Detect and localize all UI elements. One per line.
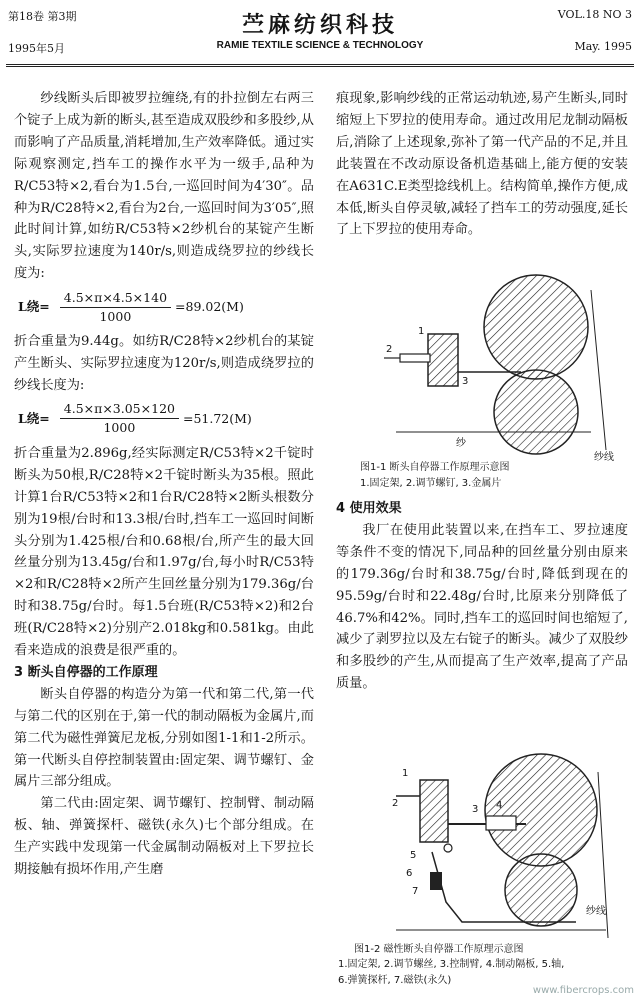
section-heading-4: 4 使用效果 <box>336 501 402 516</box>
figure-1-2-legend-line1: 1.固定架, 2.调节螺丝, 3.控制臂, 4.制动隔板, 5.轴, <box>338 959 565 970</box>
figure-1-2-drawing <box>336 752 628 940</box>
figure-1-1 <box>336 272 628 462</box>
fraction <box>60 400 179 437</box>
formula-1 <box>18 285 314 329</box>
figure-1-1-drawing <box>336 272 628 462</box>
paragraph: 第二代由:固定架、调节螺钉、控制臂、制动隔板、轴、弹簧探杆、磁铁(永久)七个部分组成。在生产实践中发现第一代金属制动隔板对上下罗拉长期接触有损坏作用,产生磨 <box>14 796 314 878</box>
fig2-label-6: 6 <box>406 868 413 879</box>
fig2-label-3: 3 <box>472 804 479 815</box>
adjust-screw <box>400 354 430 362</box>
fixed-frame <box>420 780 448 842</box>
fixed-frame <box>428 334 458 386</box>
formula-label: L绕= <box>18 299 50 315</box>
journal-title-en: RAMIE TEXTILE SCIENCE & TECHNOLOGY <box>216 40 424 51</box>
yarn-line-2 <box>591 290 606 450</box>
formula-result: =51.72(M) <box>182 410 252 426</box>
paragraph: 我厂在使用此装置以来,在挡车工、罗拉速度等条件不变的情况下,同品种的回丝量分别由原来的179.36g/台时和38.75g/台时,降低到现在的95.59g/台时和22.48g/台时,比原来分别降低了46.7%和42%。同时,挡车工的巡回时间也缩短了,减少了剥罗拉以及左右锭子的断头。减少了双股纱和多股纱的产生,从而提高了生产效率,提高了产品质量。 <box>336 522 628 692</box>
issue-number: 第18卷 第3期 <box>8 10 77 23</box>
numerator: 4.5×π×4.5×140 <box>60 289 171 308</box>
right-column-top <box>336 88 628 241</box>
fig2-label-7: 7 <box>412 886 419 897</box>
fig2-label-yarn: 纱线 <box>586 906 606 917</box>
fig2-label-4: 4 <box>496 800 503 811</box>
fig1-label-yarn: 纱 <box>456 438 466 449</box>
numerator: 4.5×π×3.05×120 <box>60 400 179 419</box>
denominator: 1000 <box>103 420 136 436</box>
magnet <box>430 872 442 890</box>
upper-roller <box>484 275 588 379</box>
header-rule <box>6 64 634 67</box>
fig2-label-2: 2 <box>392 798 399 809</box>
axle <box>444 844 452 852</box>
volume-en: VOL.18 NO 3 <box>557 8 632 21</box>
lower-roller <box>494 370 578 454</box>
formula-label: L绕= <box>18 410 50 426</box>
fig2-label-5: 5 <box>410 850 417 861</box>
lower-roller <box>505 854 577 926</box>
right-column-middle <box>336 498 628 695</box>
figure-1-2-legend-line2: 6.弹簧探杆, 7.磁铁(永久) <box>338 975 452 986</box>
section-heading-3: 3 断头自停器的工作原理 <box>14 664 158 680</box>
fig1-label-2: 2 <box>386 344 393 355</box>
paragraph: 折合重量为9.44g。如纺R/C28特×2纱机台的某锭产生断头、实际罗拉速度为120r/s,则造成绕罗拉的纱线长度为: <box>14 334 314 393</box>
figure-1-2 <box>336 752 628 940</box>
paragraph: 纱线断头后即被罗拉缠绕,有的扑拉倒左右两三个锭子上成为新的断头,甚至造成双股纱和多股纱,从而影响了产品质量,消耗增加,生产效率降低。通过实际观察测定,挡车工的操作水平为一级手,品种为R/C53特×2,看台为1.5台,一巡回时间为4′30″。品种为R/C28特×2,看台为2台,一巡回时间为3′05″,照此时间计算,如纺R/C53特×2纱机台的某锭产生断头,实际罗拉速度为140r/s,则造成绕罗拉的纱线长度为: <box>14 91 314 282</box>
paragraph: 折合重量为2.896g,经实际测定R/C53特×2千锭时断头为50根,R/C28特×2千锭时断头为35根。照此计算1台R/C53特×2和1台R/C28特×2断头根数分别为19根/台时和13.3根/台时,挡车工一巡回时间断头分别为1.425根/台和0.68根/台,所产生的最大回丝量分别为13.45g/台和1.97g/台,每小时R/C53特×2和R/C28特×2所产生回丝量分别为179.36g/台时和38.75g/台时。每1.5台班(R/C53特×2)和2台班(R/C28特×2)分别产2.018kg和0.581kg。由此看来造成的浪费是很严重的。 <box>14 445 314 659</box>
fig2-label-1: 1 <box>402 768 409 779</box>
watermark: www.fibercrops.com <box>532 985 634 996</box>
figure-1-1-legend: 1.固定架, 2.调节螺钉, 3.金属片 <box>360 478 502 489</box>
brake-plate <box>486 816 516 830</box>
issue-date-cn: 1995年5月 <box>8 42 65 55</box>
issue-date-en: May. 1995 <box>574 40 632 53</box>
formula-2 <box>18 397 314 441</box>
left-column <box>14 88 314 881</box>
figure-1-1-caption: 图1-1 断头自停器工作原理示意图 <box>360 462 510 473</box>
fraction <box>60 289 171 326</box>
paragraph: 断头自停器的构造分为第一代和第二代,第一代与第二代的区别在于,第一代的制动隔板为金属片,而第二代为磁性弹簧尼龙板,分别如图1-1和1-2所示。第一代断头自停控制装置由:固定架、调节螺钉、金属片三部分组成。 <box>14 686 314 790</box>
journal-header <box>0 0 640 70</box>
fig1-label-3: 3 <box>462 376 469 387</box>
fig1-label-1: 1 <box>418 326 425 337</box>
figure-1-2-caption: 图1-2 磁性断头自停器工作原理示意图 <box>354 944 524 955</box>
paragraph: 痕现象,影响纱线的正常运动轨迹,易产生断头,同时缩短上下罗拉的使用寿命。通过改用尼龙制动隔板后,消除了上述现象,弥补了第一代产品的不足,并且此装置在不改动原设备机造基础上,能方便的安装在A631C.E类型捻线机上。结构简单,操作方便,成本低,断头自停灵敏,减轻了挡车工的劳动强度,延长了上下罗拉的使用寿命。 <box>336 91 628 238</box>
denominator: 1000 <box>99 308 132 324</box>
fig1-label-yarn2: 纱线 <box>594 452 614 463</box>
formula-result: =89.02(M) <box>175 299 244 315</box>
journal-title-cn: 苎麻纺织科技 <box>241 12 398 38</box>
